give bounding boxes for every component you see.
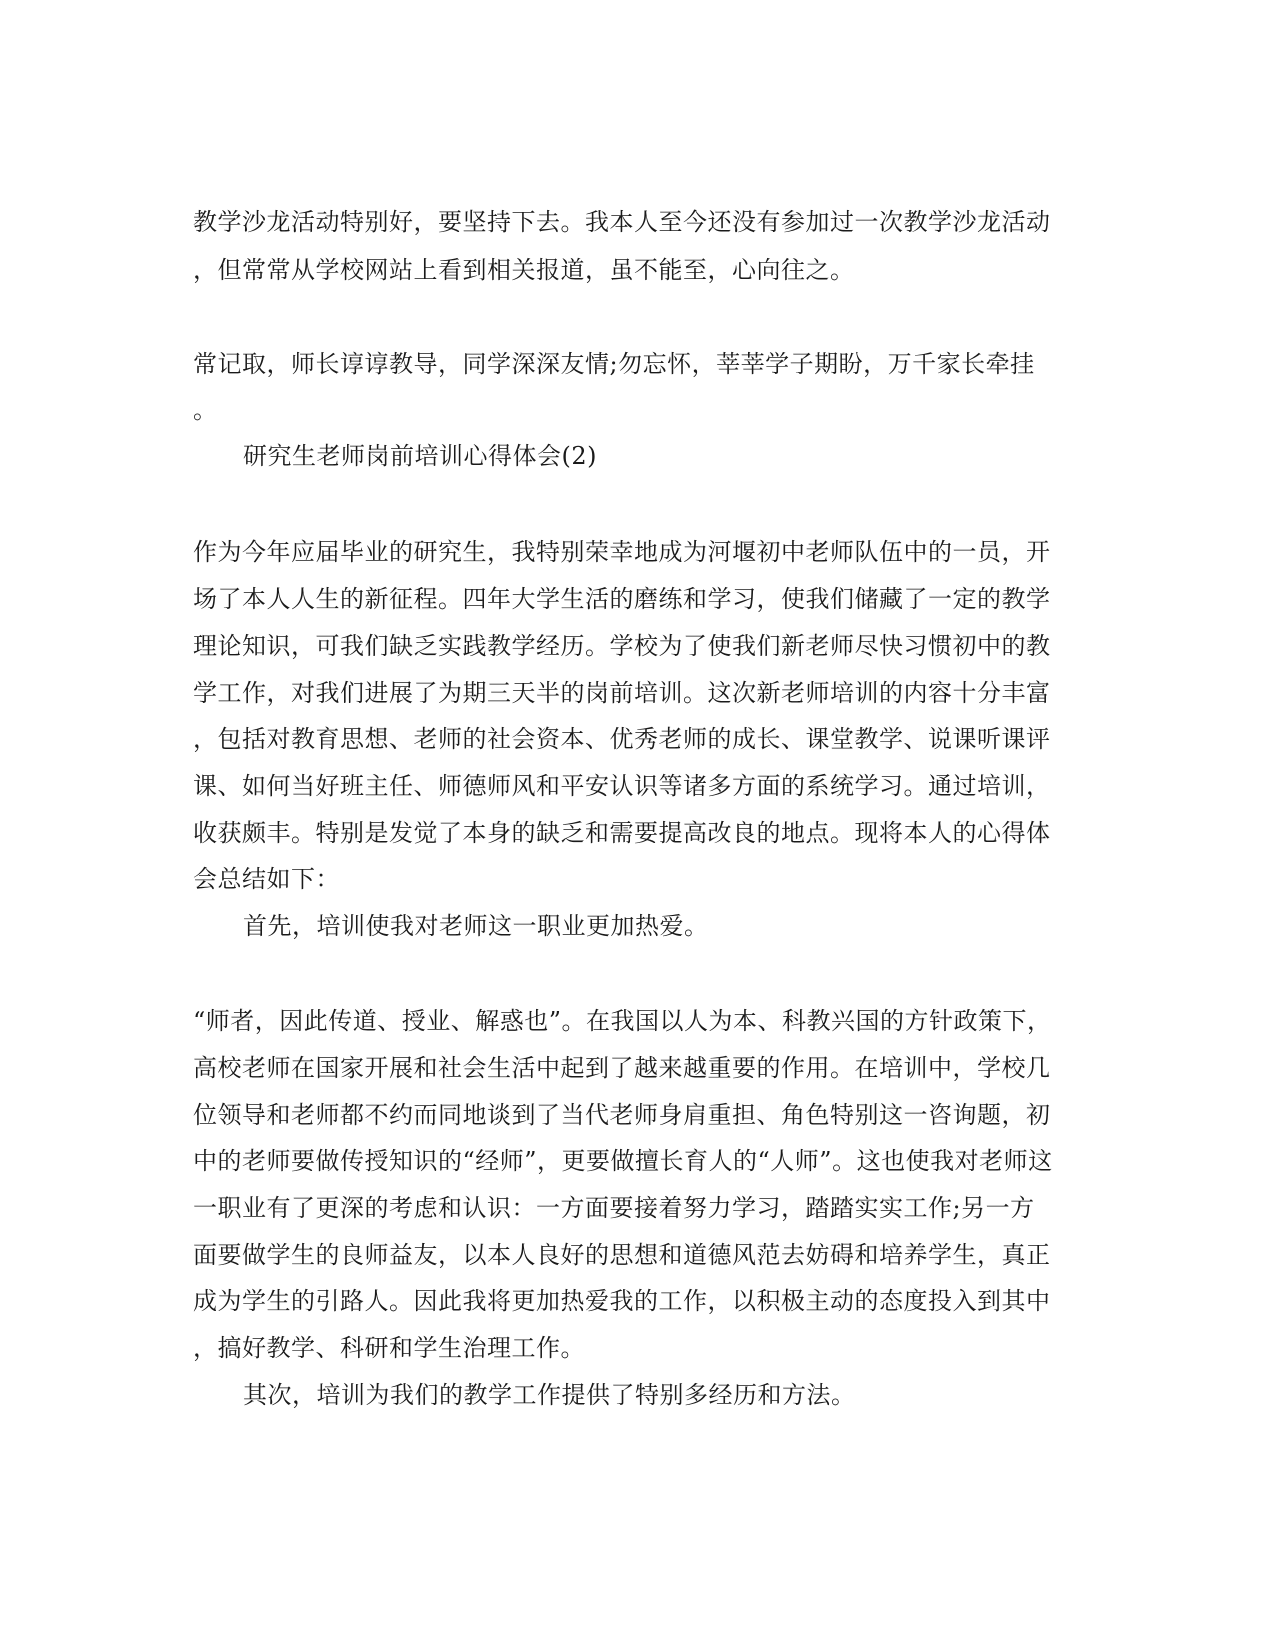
text-line: 位领导和老师都不约而同地谈到了当代老师身肩重担、角色特别这一咨询题，初 xyxy=(193,1101,1051,1129)
text-line: 收获颇丰。特别是发觉了本身的缺乏和需要提高改良的地点。现将本人的心得体 xyxy=(193,819,1051,847)
text-line: 理论知识，可我们缺乏实践教学经历。学校为了使我们新老师尽快习惯初中的教 xyxy=(193,632,1051,660)
text-line: ，包括对教育思想、老师的社会资本、优秀老师的成长、课堂教学、说课听课评 xyxy=(193,725,1051,753)
text-line: 课、如何当好班主任、师德师风和平安认识等诸多方面的系统学习。通过培训， xyxy=(193,772,1051,800)
text-line: 会总结如下： xyxy=(193,865,340,893)
text-line: 中的老师要做传授知识的“经师”，更要做擅长育人的“人师”。这也使我对老师这 xyxy=(193,1147,1053,1175)
section-heading: 研究生老师岗前培训心得体会(2) xyxy=(243,442,597,470)
text-line: 场了本人人生的新征程。四年大学生活的磨练和学习，使我们储藏了一定的教学 xyxy=(193,585,1051,613)
text-line: 高校老师在国家开展和社会生活中起到了越来越重要的作用。在培训中，学校几 xyxy=(193,1054,1051,1082)
text-line: 教学沙龙活动特别好，要坚持下去。我本人至今还没有参加过一次教学沙龙活动 xyxy=(193,208,1051,236)
text-line: 一职业有了更深的考虑和认识：一方面要接着努力学习，踏踏实实工作;另一方 xyxy=(193,1194,1035,1222)
text-line: 。 xyxy=(193,396,218,424)
text-line: 成为学生的引路人。因此我将更加热爱我的工作，以积极主动的态度投入到其中 xyxy=(193,1287,1051,1315)
text-line: 首先，培训使我对老师这一职业更加热爱。 xyxy=(243,912,709,940)
text-line: ，但常常从学校网站上看到相关报道，虽不能至，心向往之。 xyxy=(193,256,855,284)
text-line: 学工作，对我们进展了为期三天半的岗前培训。这次新老师培训的内容十分丰富 xyxy=(193,679,1051,707)
text-line: 作为今年应届毕业的研究生，我特别荣幸地成为河堰初中老师队伍中的一员，开 xyxy=(193,538,1051,566)
text-line: 其次，培训为我们的教学工作提供了特别多经历和方法。 xyxy=(243,1381,856,1409)
text-line: 面要做学生的良师益友，以本人良好的思想和道德风范去妨碍和培养学生，真正 xyxy=(193,1241,1051,1269)
text-line: “师者，因此传道、授业、解惑也”。在我国以人为本、科教兴国的方针政策下， xyxy=(193,1007,1052,1035)
text-line: ，搞好教学、科研和学生治理工作。 xyxy=(193,1334,585,1362)
text-line: 常记取，师长谆谆教导，同学深深友情;勿忘怀，莘莘学子期盼，万千家长牵挂 xyxy=(193,350,1035,378)
